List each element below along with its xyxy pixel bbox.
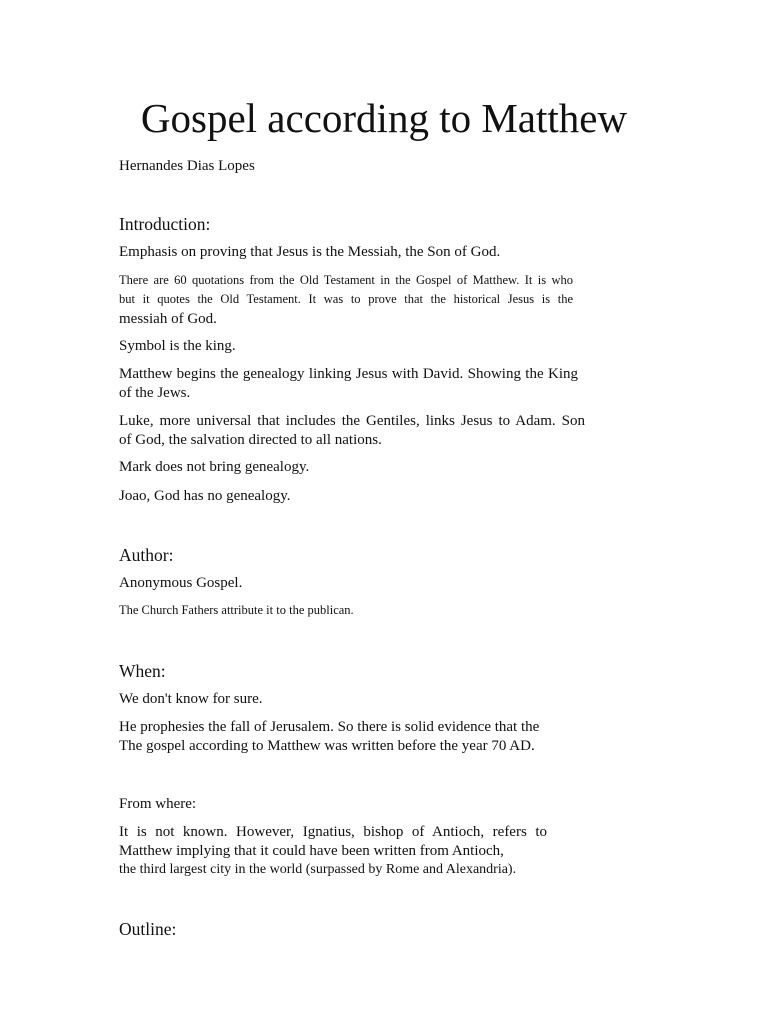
when-heading: When: (119, 661, 166, 681)
from-where-paragraph-line-2: Matthew implying that it could have been written from Antioch, (119, 843, 504, 859)
from-where-paragraph-line-1: It is not known. However, Ignatius, bishop of Antioch, refers to (119, 824, 547, 840)
introduction-heading: Introduction: (119, 214, 211, 234)
when-paragraph-1: We don't know for sure. (119, 691, 263, 707)
introduction-paragraph-5-line-1: Luke, more universal that includes the Gentiles, links Jesus to Adam. Son (119, 413, 585, 429)
from-where-paragraph-line-3: the third largest city in the world (surpassed by Rome and Alexandria). (119, 862, 517, 877)
introduction-paragraph-2-line-2: but it quotes the Old Testament. It was to prove that the historical Jesus is the (119, 292, 573, 306)
when-paragraph-2-line-1: He prophesies the fall of Jerusalem. So there is solid evidence that the (119, 719, 540, 735)
when-paragraph-2-line-2: The gospel according to Matthew was written before the year 70 AD. (119, 738, 535, 754)
introduction-paragraph-5-line-2: of God, the salvation directed to all nations. (119, 432, 382, 448)
introduction-paragraph-2-line-3: messiah of God. (119, 311, 217, 327)
document-title: Gospel according to Matthew (140, 95, 628, 141)
introduction-paragraph-1: Emphasis on proving that Jesus is the Messiah, the Son of God. (119, 244, 501, 260)
author-heading: Author: (119, 545, 174, 565)
author-paragraph-1: Anonymous Gospel. (119, 575, 243, 591)
introduction-paragraph-2-line-1: There are 60 quotations from the Old Testament in the Gospel of Matthew. It is who (119, 273, 573, 287)
from-where-heading: From where: (119, 796, 197, 812)
author-paragraph-2: The Church Fathers attribute it to the publican. (119, 603, 354, 617)
introduction-paragraph-6: Mark does not bring genealogy. (119, 459, 310, 475)
introduction-paragraph-4-line-2: of the Jews. (119, 385, 191, 401)
outline-heading: Outline: (119, 919, 177, 939)
introduction-paragraph-7: Joao, God has no genealogy. (119, 488, 291, 504)
introduction-paragraph-3: Symbol is the king. (119, 338, 236, 354)
document-author: Hernandes Dias Lopes (119, 158, 255, 174)
introduction-paragraph-4-line-1: Matthew begins the genealogy linking Jesus with David. Showing the King (119, 366, 578, 382)
